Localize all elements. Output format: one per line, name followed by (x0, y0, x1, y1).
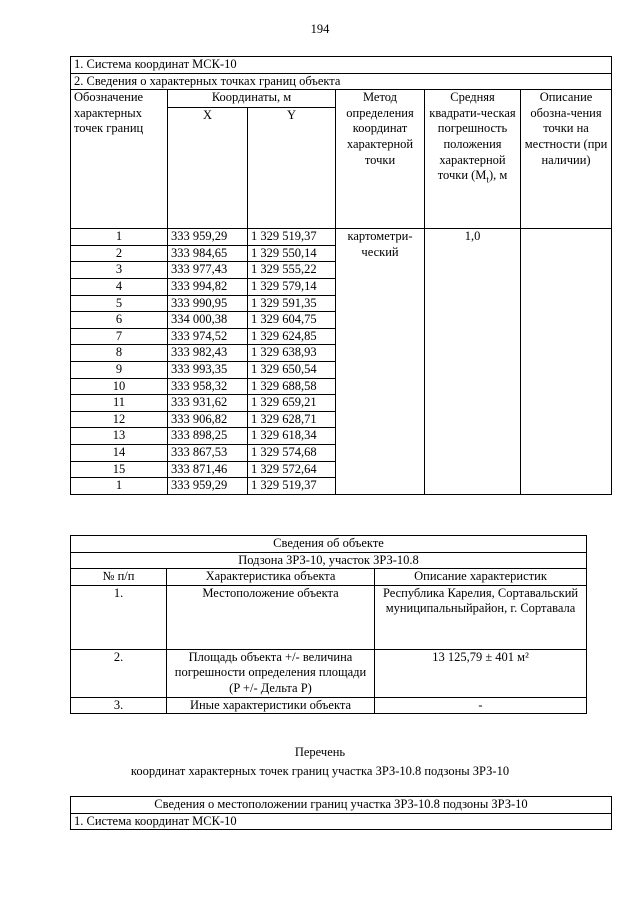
coord-x: 333 982,43 (168, 345, 248, 362)
coord-y: 1 329 618,34 (248, 428, 336, 445)
coord-x: 334 000,38 (168, 312, 248, 329)
header-description: Описание обозна-чения точки на местности (при наличии) (521, 90, 612, 229)
point-description-cell (521, 229, 612, 495)
table-row (71, 229, 612, 246)
coord-y: 1 329 688,58 (248, 378, 336, 395)
point-number: 12 (71, 411, 168, 428)
coord-x: 333 959,29 (168, 229, 248, 246)
header-characteristic: Характеристика объекта (167, 569, 375, 586)
header-method: Метод определения координат характерной точки (336, 90, 425, 229)
list-heading-subtitle: координат характерных точек границ участка ЗРЗ-10.8 подзоны ЗРЗ-10 (130, 764, 510, 778)
coord-y: 1 329 555,22 (248, 262, 336, 279)
coord-y: 1 329 659,21 (248, 395, 336, 412)
point-number: 6 (71, 312, 168, 329)
coord-x: 333 958,32 (168, 378, 248, 395)
coordinate-system-row: 1. Система координат МСК-10 (71, 57, 612, 74)
object-info-title: Сведения об объекте (71, 536, 587, 553)
header-error: Средняя квадрати-ческая погрешность положения характерной точки $(M_t)$, м (425, 90, 521, 229)
coord-y: 1 329 628,71 (248, 411, 336, 428)
point-number: 4 (71, 278, 168, 295)
coord-x: 333 984,65 (168, 245, 248, 262)
list-heading-title: Перечень (294, 745, 346, 759)
coord-y: 1 329 591,35 (248, 295, 336, 312)
coord-x: 333 931,62 (168, 395, 248, 412)
object-info-table (70, 535, 587, 714)
table-row-characteristic: Местоположение объекта (167, 585, 375, 649)
point-number: 1 (71, 478, 168, 495)
location-info-title: Сведения о местоположении границ участка ЗРЗ-10.8 подзоны ЗРЗ-10 (71, 797, 612, 814)
coord-y: 1 329 650,54 (248, 361, 336, 378)
table-row-number: 3. (71, 697, 167, 714)
location-info-table (70, 796, 612, 830)
coord-x: 333 993,35 (168, 361, 248, 378)
coord-x: 333 990,95 (168, 295, 248, 312)
coord-y: 1 329 579,14 (248, 278, 336, 295)
header-y: Y (248, 108, 336, 229)
coord-x: 333 867,53 (168, 444, 248, 461)
header-number: № п/п (71, 569, 167, 586)
coordinate-system-row-2: 1. Система координат МСК-10 (71, 813, 612, 830)
coord-x: 333 871,46 (168, 461, 248, 478)
coord-x: 333 906,82 (168, 411, 248, 428)
points-info-row: 2. Сведения о характерных точках границ объекта (71, 73, 612, 90)
coord-x: 333 959,29 (168, 478, 248, 495)
coord-y: 1 329 519,37 (248, 478, 336, 495)
coord-y: 1 329 638,93 (248, 345, 336, 362)
header-coordinates: Координаты, м (168, 90, 336, 108)
coord-y: 1 329 574,68 (248, 444, 336, 461)
point-number: 14 (71, 444, 168, 461)
table-row-description: - (375, 697, 587, 714)
point-number: 10 (71, 378, 168, 395)
point-number: 7 (71, 328, 168, 345)
table-row-description: Республика Карелия, Сортавальский муниципальныйрайон, г. Сортавала (375, 585, 587, 649)
table-row-characteristic: Иные характеристики объекта (167, 697, 375, 714)
point-number: 9 (71, 361, 168, 378)
object-info-subtitle: Подзона ЗРЗ-10, участок ЗРЗ-10.8 (71, 552, 587, 569)
header-characteristic-desc: Описание характеристик (375, 569, 587, 586)
boundary-points-table (70, 56, 612, 495)
table-row-characteristic: Площадь объекта +/- величина погрешности определения площади (P +/- Дельта P) (167, 649, 375, 697)
coord-x: 333 898,25 (168, 428, 248, 445)
coord-x: 333 977,43 (168, 262, 248, 279)
coord-y: 1 329 604,75 (248, 312, 336, 329)
coord-y: 1 329 624,85 (248, 328, 336, 345)
point-number: 3 (71, 262, 168, 279)
point-number: 2 (71, 245, 168, 262)
page-number: 194 (310, 22, 330, 36)
coord-x: 333 974,52 (168, 328, 248, 345)
point-number: 11 (71, 395, 168, 412)
point-number: 13 (71, 428, 168, 445)
table-row-number: 2. (71, 649, 167, 697)
coord-y: 1 329 572,64 (248, 461, 336, 478)
method-cell: картометри-ческий (336, 229, 425, 495)
coord-y: 1 329 519,37 (248, 229, 336, 246)
table-row-number: 1. (71, 585, 167, 649)
header-x: X (168, 108, 248, 229)
coord-x: 333 994,82 (168, 278, 248, 295)
point-number: 1 (71, 229, 168, 246)
coord-y: 1 329 550,14 (248, 245, 336, 262)
table-row-description: 13 125,79 ± 401 м² (375, 649, 587, 697)
point-number: 15 (71, 461, 168, 478)
header-designation: Обозначение характерных точек границ (71, 90, 168, 229)
point-number: 5 (71, 295, 168, 312)
point-number: 8 (71, 345, 168, 362)
error-cell: 1,0 (425, 229, 521, 495)
